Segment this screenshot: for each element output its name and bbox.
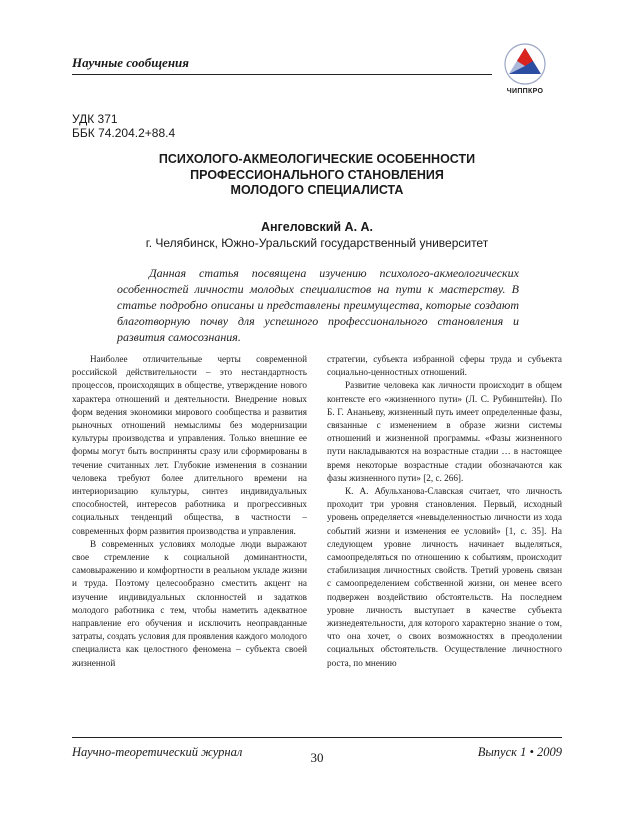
title-line: МОЛОДОГО СПЕЦИАЛИСТА: [230, 183, 404, 197]
section-title: Научные сообщения: [72, 55, 189, 70]
journal-name: Научно-теоретический журнал: [72, 745, 243, 759]
classification-codes: [72, 112, 175, 140]
page-number: 30: [310, 750, 324, 765]
paragraph: Развитие человека как личности происходит в общем контексте его «жизненного пути» (Л. С. Рубинштейн). По Б. Г. Ананьеву, жизненный путь имеет определенные фазы, связанные с изменением в образе жизни системы отношений и жизненной программы. «Фазы жизненного пути накладываются на возрастные стадии … в настоящее время некоторые возрастные стадии обозначаются как фазы жизненного пути» [2, с. 266].: [327, 380, 562, 483]
author-name: Ангеловский А. А.: [260, 220, 374, 234]
paragraph: стратегии, субъекта избранной сферы труда и субъекта социально-ценностных отношений.: [327, 354, 562, 378]
title-line: ПСИХОЛОГО-АКМЕОЛОГИЧЕСКИЕ ОСОБЕННОСТИ: [158, 152, 476, 166]
right-column: [327, 353, 562, 670]
logo-caption: ЧИППКРО: [506, 88, 544, 95]
udk-code: УДК 371: [72, 112, 118, 126]
left-column: [72, 353, 307, 670]
paragraph: В современных условиях молодые люди выражают свое стремление к социальной доминантности, самовыражению и комфортности в реальном укладе жизни и труда. Поэтому целесообразно сместить акцент на изучение индивидуальных склонностей и задатков молодого работника с тем, чтобы наметить адекватное направление его обучения и исключить неоправданные затраты, создать условия для проявления каждого молодого специалиста как целостного феномена – субъекта своей жизненной: [72, 538, 307, 668]
bbk-code: ББК 74.204.2+88.4: [72, 126, 176, 140]
title-line: ПРОФЕССИОНАЛЬНОГО СТАНОВЛЕНИЯ: [190, 167, 444, 182]
abstract: Данная статья посвящена изучению психолого-акмеологических особенностей личности молодых специалистов на пути к мастерству. В статье подробно описаны и представлены преимущества, которые создают благотворную почву для успешного профессионального становления и развития самосознания.: [117, 266, 519, 344]
footer-divider: [72, 737, 562, 738]
header-divider: [72, 74, 492, 75]
article-title: [72, 152, 562, 199]
author-affiliation: г. Челябинск, Южно-Уральский государственный университет: [145, 236, 489, 250]
paragraph: Наиболее отличительные черты современной российской действительности – это нестандартность процессов, происходящих в обществе, утверждение нового характера отношений и деятельности. Внедрение новых форм ведения экономики мирового сообщества и развития рыночных отношений немыслимы без модернизации культуры производства и управления. Только внешние ее формы могут быть восприняты сразу или сформированы в течение считанных лет. Глубокие изменения в сознании человека требуют более длительного времени на интериоризацию культуры, синтез индивидуальных способностей, интересов работника и прогрессивных социальных тенденций общества, в частности – современных форм развития производства и управления.: [72, 354, 307, 536]
paragraph: К. А. Абульханова-Славская считает, что личность проходит три уровня становления. Первый, исходный уровень определяется «невыделенностью личности из хода событий жизни и изменения ее условий» [1, с. 35]. На следующем уровне личность начинает выделяться, самоопределяться по отношению к событиям, происходит стабилизация личностных свойств. Третий уровень связан с самоопределением собственной жизни, он менее всего подвержен воздействию обстоятельств. На последнем уровне личность выступает в качестве субъекта жизнедеятельности, для которого характерно знание о том, что она хочет, о своих возможностях в преодолении социальных обстоятельств. Осуществление личностного роста, по мнению: [327, 486, 562, 668]
issue-number: Выпуск 1 • 2009: [477, 745, 562, 759]
